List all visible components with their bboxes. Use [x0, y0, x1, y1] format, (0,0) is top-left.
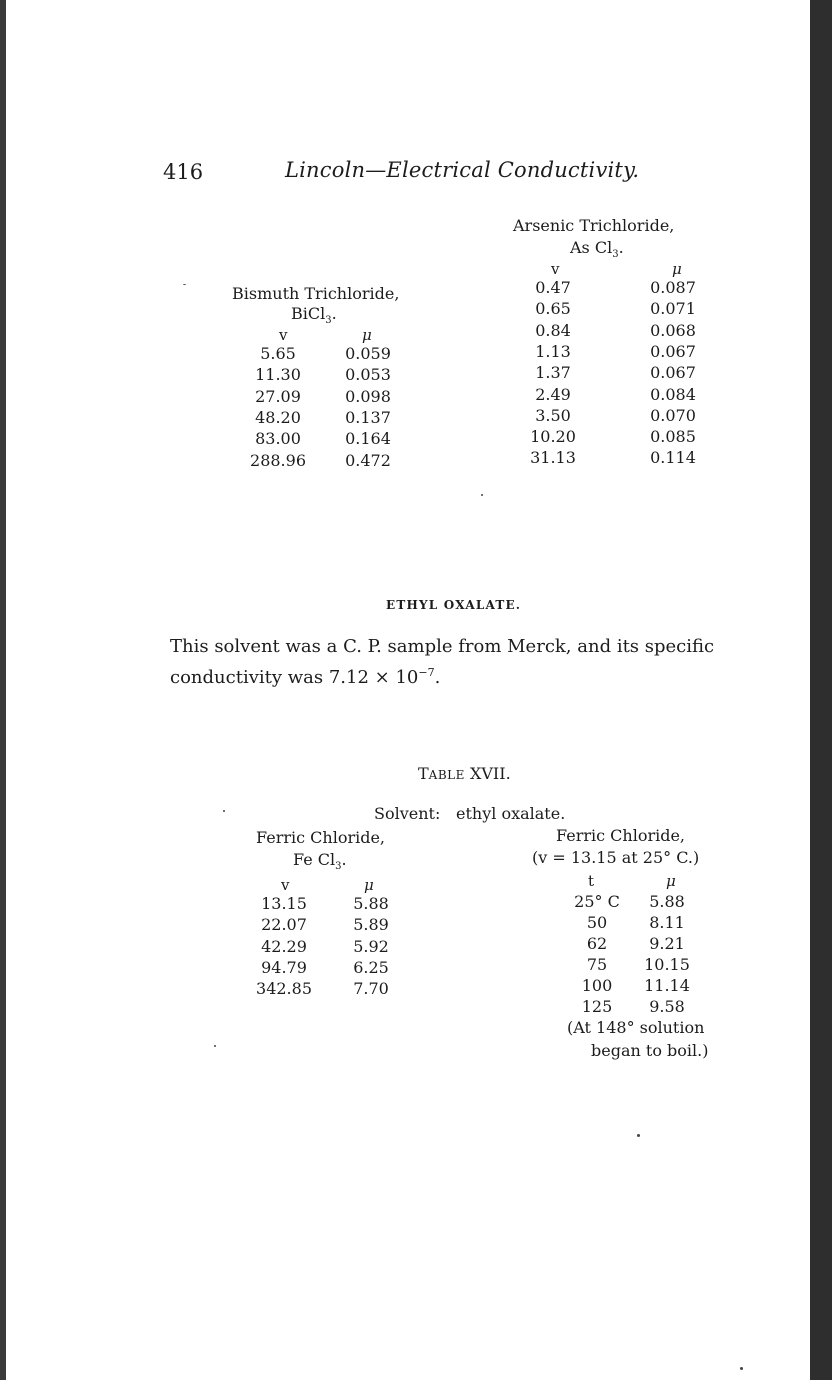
boil-note-line-1: (At 148° solution [567, 1018, 705, 1037]
arsenic-row-cell: 10.20 [530, 427, 576, 447]
ferric-left-title: Ferric Chloride, [256, 828, 386, 847]
arsenic-row-cell: 2.49 [535, 384, 571, 404]
bismuth-row-cell: 83.00 [255, 429, 301, 449]
arsenic-formula: As $Cl_3$. [570, 238, 624, 261]
bismuth-row-cell: 0.053 [345, 365, 391, 385]
ferric-right-row-cell: 125 [581, 997, 613, 1016]
ferric-right-row-cell: 50 [586, 913, 608, 932]
paragraph-line-2: conductivity was $7.12 \times 10^{-7}$. [170, 666, 441, 688]
ferric-left-row-cell: 94.79 [261, 957, 307, 977]
scan-speck [637, 1134, 640, 1137]
arsenic-row-cell: 0.068 [650, 320, 696, 340]
ferric-right-col-mu: μ [666, 872, 676, 890]
bismuth-row-cell: 0.137 [345, 407, 391, 427]
section-heading: ETHYL OXALATE. [386, 598, 522, 612]
ferric-right-row-cell: 9.58 [649, 997, 685, 1016]
scan-edge-right [810, 0, 832, 1380]
bismuth-col-v: v [279, 326, 288, 344]
arsenic-row-cell: 0.47 [535, 278, 571, 297]
arsenic-col-mu: μ [672, 260, 682, 278]
bismuth-row-cell: 0.059 [345, 344, 391, 363]
ferric-left-col-mu: μ [364, 876, 374, 894]
scan-speck [183, 284, 186, 285]
running-title: Lincoln—Electrical Conductivity. [285, 158, 640, 182]
ferric-left-row-cell: 13.15 [261, 894, 307, 913]
ferric-left-formula: Fe $Cl_3$. [293, 850, 347, 873]
boil-note-line-2: began to boil.) [591, 1041, 709, 1060]
ferric-left-row-cell: 5.92 [353, 936, 389, 956]
table-xvii-title: TABLE XVII. [418, 764, 511, 783]
arsenic-col-v: v [551, 260, 560, 278]
arsenic-row-cell: 0.114 [650, 448, 696, 468]
bismuth-row-cell: 11.30 [255, 365, 301, 385]
ferric-right-row-cell: 11.14 [644, 976, 690, 995]
ferric-right-row-cell: 5.88 [649, 892, 685, 911]
bismuth-row-cell: 0.098 [345, 386, 391, 406]
ferric-right-title: Ferric Chloride, [556, 826, 686, 845]
arsenic-row-cell: 3.50 [535, 405, 571, 425]
ferric-left-row-cell: 6.25 [353, 957, 389, 977]
arsenic-row-cell: 1.37 [535, 363, 571, 383]
arsenic-row-cell: 0.084 [650, 384, 696, 404]
bismuth-row-cell: 5.65 [260, 344, 296, 363]
arsenic-row-cell: 1.13 [535, 341, 571, 361]
arsenic-row-cell: 0.067 [650, 341, 696, 361]
scan-speck [481, 494, 483, 496]
arsenic-row-cell: 0.087 [650, 278, 696, 297]
solvent-value: ethyl oxalate. [456, 804, 566, 823]
ferric-right-row-cell: 8.11 [649, 913, 685, 932]
ferric-right-row-cell: 62 [586, 934, 608, 953]
scan-speck [223, 810, 225, 812]
ferric-right-row-cell: 9.21 [649, 934, 685, 953]
ferric-left-row-cell: 5.89 [353, 915, 389, 935]
ferric-left-row-cell: 342.85 [256, 979, 312, 999]
bismuth-formula: BiCl$_3$. [291, 304, 337, 327]
arsenic-row-cell: 31.13 [530, 448, 576, 468]
ferric-right-row-cell: 100 [581, 976, 613, 995]
solvent-label: Solvent: [374, 804, 441, 823]
scan-speck [214, 1045, 216, 1047]
bismuth-row-cell: 0.472 [345, 450, 391, 470]
bismuth-row-cell: 27.09 [255, 386, 301, 406]
paragraph-line-1: This solvent was a C. P. sample from Merck, and its specific [170, 636, 715, 657]
ferric-left-row-cell: 22.07 [261, 915, 307, 935]
arsenic-row-cell: 0.84 [535, 320, 571, 340]
ferric-right-condition: (v = 13.15 at 25° C.) [532, 848, 700, 867]
bismuth-col-mu: μ [362, 326, 372, 344]
scan-speck [740, 1367, 743, 1370]
ferric-right-row-cell: 10.15 [644, 955, 690, 974]
arsenic-row-cell: 0.071 [650, 299, 696, 319]
ferric-right-row-cell: 25° C [574, 892, 620, 911]
arsenic-row-cell: 0.65 [535, 299, 571, 319]
bismuth-row-cell: 288.96 [250, 450, 306, 470]
arsenic-row-cell: 0.067 [650, 363, 696, 383]
ferric-left-row-cell: 5.88 [353, 894, 389, 913]
bismuth-table-title: Bismuth Trichloride, [232, 284, 400, 303]
ferric-right-col-t: t [588, 872, 595, 890]
ferric-right-row-cell: 75 [586, 955, 608, 974]
ferric-left-row-cell: 7.70 [353, 979, 389, 999]
arsenic-table-title: Arsenic Trichloride, [513, 216, 675, 235]
ferric-left-row-cell: 42.29 [261, 936, 307, 956]
ferric-left-col-v: v [281, 876, 290, 894]
arsenic-row-cell: 0.085 [650, 427, 696, 447]
page-number: 416 [163, 160, 204, 184]
bismuth-row-cell: 0.164 [345, 429, 391, 449]
scan-edge-left [0, 0, 6, 1380]
bismuth-row-cell: 48.20 [255, 407, 301, 427]
arsenic-row-cell: 0.070 [650, 405, 696, 425]
